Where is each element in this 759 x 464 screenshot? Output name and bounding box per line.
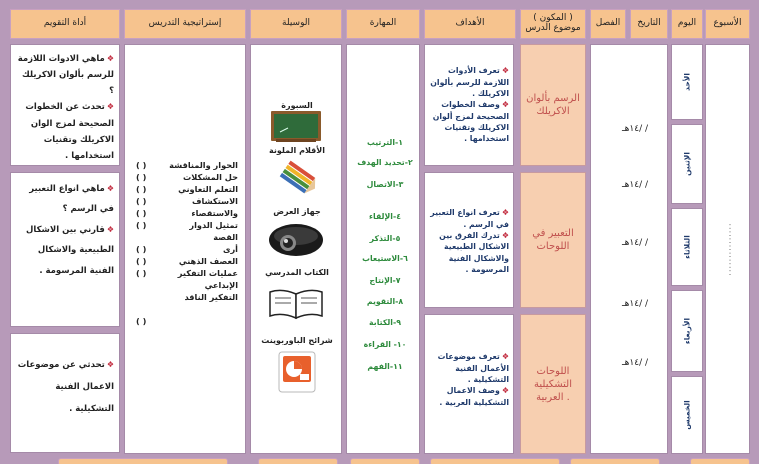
- checkbox-paren[interactable]: ( ): [136, 256, 147, 266]
- checkbox-paren[interactable]: ( ): [136, 172, 147, 182]
- skill-item: ١٠- القراءة: [363, 340, 407, 349]
- strategy-item: العصف الذهني: [178, 256, 238, 266]
- date-value: / /١٤هـ: [622, 124, 648, 134]
- day-cell-thursday: [671, 376, 703, 454]
- tool-label-slides: شرائح الباوربوينت: [261, 336, 333, 345]
- tool-label-pens: الأقلام الملونة: [269, 146, 325, 155]
- strategy-item: تمثيل الدوار: [189, 220, 238, 230]
- checkbox-paren[interactable]: ( ): [136, 160, 147, 170]
- evaluation-text: ماهي انواع التعبير في الرسم ؟: [29, 184, 114, 215]
- checkbox-paren[interactable]: ( ): [136, 316, 147, 326]
- header-strategy: إستراتيجية التدريس: [124, 9, 246, 39]
- objectives-box-2: [424, 172, 514, 308]
- evaluation-text: ماهي الادوات اللازمة للرسم بألوان الاكريلك ؟: [17, 54, 114, 97]
- bullet-icon: ❖: [501, 230, 509, 240]
- open-book-icon: [266, 284, 326, 322]
- skill-item: ٧-الإنتاج: [369, 276, 401, 285]
- objective-text: تدرك الفرق بين الاشكال الطبيعية والاشكال الفنية المرسومة .: [439, 230, 509, 275]
- bullet-icon: ❖: [106, 224, 114, 234]
- chalkboard-icon: [270, 110, 322, 144]
- strategy-item: أرى: [222, 244, 238, 254]
- skill-item: ٦-الاستيعاب: [362, 254, 408, 263]
- day-label: الإثنين: [682, 152, 692, 176]
- tool-label-board: السبورة: [281, 101, 313, 110]
- checkbox-paren[interactable]: ( ): [136, 184, 147, 194]
- projector-icon: [266, 218, 326, 260]
- bullet-icon: ❖: [501, 208, 509, 217]
- strategy-item: الإبداعي: [204, 280, 238, 290]
- bottom-bar: [690, 458, 750, 464]
- bullet-icon: ❖: [501, 386, 509, 396]
- day-cell-tuesday: [671, 208, 703, 286]
- date-value: / /١٤هـ: [622, 299, 648, 309]
- header-day: اليوم: [671, 9, 703, 39]
- strategy-item: القصة: [213, 232, 238, 242]
- header-topic: ( المكون ) موضوع الدرس: [520, 9, 586, 39]
- evaluation-box-1: [10, 44, 120, 166]
- skill-item: ٥-التذكر: [369, 234, 401, 243]
- skill-item: ٤-الإلقاء: [369, 212, 401, 221]
- objectives-box-1: [424, 44, 514, 166]
- tool-label-projector: جهاز العرض: [273, 207, 321, 216]
- week-cell: [705, 44, 750, 454]
- bottom-bar: [570, 458, 660, 464]
- skill-item: ٢-تحديد الهدف: [357, 158, 413, 167]
- checkbox-paren[interactable]: ( ): [136, 208, 147, 218]
- strategy-item: التفكير الناقد: [184, 292, 238, 302]
- objective-text: تعرف انواع التعبير في الرسم .: [430, 208, 509, 229]
- objectives-box-3: [424, 314, 514, 454]
- skill-item: ٩-الكتابة: [369, 318, 401, 327]
- tool-label-book: الكتاب المدرسي: [265, 268, 329, 277]
- bottom-bar: [350, 458, 420, 464]
- colored-pencils-icon: [276, 160, 320, 196]
- date-value: / /١٤هـ: [622, 180, 648, 190]
- day-cell-monday: [671, 124, 703, 204]
- header-evaluation: أداة التقويم: [10, 9, 120, 39]
- header-objectives: الأهداف: [424, 9, 516, 39]
- header-week: الأسبوع: [705, 9, 750, 39]
- evaluation-text: تحدثي عن موضوعات الاعمال الفنية التشكيلية .: [17, 360, 114, 415]
- day-label: الأربعاء: [682, 317, 692, 345]
- checkbox-paren[interactable]: ( ): [136, 196, 147, 206]
- bullet-icon: ❖: [106, 360, 114, 369]
- day-label: الثلاثاء: [682, 235, 692, 259]
- strategy-item: الحوار والمناقشة: [169, 160, 238, 170]
- objective-text: وصف الاعمال التشكيلية العربية .: [439, 386, 509, 407]
- bottom-bar: [258, 458, 338, 464]
- bullet-icon: ❖: [501, 66, 509, 75]
- strategy-list: [130, 160, 242, 330]
- skill-item: ٣-الاتصال: [366, 180, 404, 189]
- header-date: التاريخ: [630, 9, 668, 39]
- header-class: الفصل: [590, 9, 626, 39]
- strategy-item: عمليات التفكير: [177, 268, 238, 278]
- objective-text: تعرف الأدوات اللازمة للرسم بألوان الاكريلك .: [430, 66, 509, 98]
- strategy-item: الاستكشاف: [192, 196, 238, 206]
- day-label: الخميس: [682, 400, 692, 430]
- bullet-icon: ❖: [106, 102, 114, 112]
- evaluation-box-3: [10, 333, 120, 453]
- bullet-icon: ❖: [501, 100, 509, 110]
- checkbox-paren[interactable]: ( ): [136, 268, 147, 278]
- bullet-icon: ❖: [501, 352, 509, 361]
- strategy-item: التعلم التعاوني: [178, 184, 238, 194]
- evaluation-text: تحدث عن الخطوات الصحيحة لمزج الوان الاكريلك وتقنيات استخدامها .: [25, 102, 114, 161]
- powerpoint-icon: [277, 350, 317, 394]
- evaluation-text: قارني بين الاشكال الطبيعية والاشكال الفنية المرسومة .: [26, 224, 114, 276]
- objective-text: تعرف موضوعات الأعمال الفنية التشكيلية .: [437, 352, 509, 384]
- day-label: الأحد: [682, 73, 692, 91]
- checkbox-paren[interactable]: ( ): [136, 220, 147, 230]
- objective-text: وصف الخطوات الصحيحة لمزج ألوان الاكريلك وتقنيات استخدامها .: [432, 100, 509, 144]
- day-cell-wednesday: [671, 290, 703, 372]
- day-cell-sunday: [671, 44, 703, 120]
- evaluation-box-2: [10, 172, 120, 327]
- topic-box-3: اللوحات التشكيلية العربية .: [520, 314, 586, 454]
- header-tool: الوسيلة: [250, 9, 342, 39]
- skill-item: ١١-الفهم: [367, 362, 403, 371]
- skill-panel: [346, 44, 420, 454]
- topic-box-1: الرسم بألوان الاكريلك: [520, 44, 586, 166]
- date-value: / /١٤هـ: [622, 358, 648, 368]
- skill-item: ٨-التقويم: [366, 297, 404, 306]
- bottom-bar: [430, 458, 560, 464]
- topic-box-2: التعبير في اللوحات: [520, 172, 586, 308]
- skill-item: ١-الترتيب: [367, 138, 403, 147]
- bottom-bar: [58, 458, 228, 464]
- strategy-item: حل المشكلات: [183, 172, 238, 182]
- bullet-icon: ❖: [106, 184, 114, 193]
- date-panel: [590, 44, 668, 454]
- bullet-icon: ❖: [106, 54, 114, 63]
- week-value: ...............: [723, 222, 732, 276]
- date-value: / /١٤هـ: [622, 238, 648, 248]
- strategy-item: والاستقصاء: [191, 208, 238, 218]
- header-skill: المهارة: [346, 9, 420, 39]
- checkbox-paren[interactable]: ( ): [136, 244, 147, 254]
